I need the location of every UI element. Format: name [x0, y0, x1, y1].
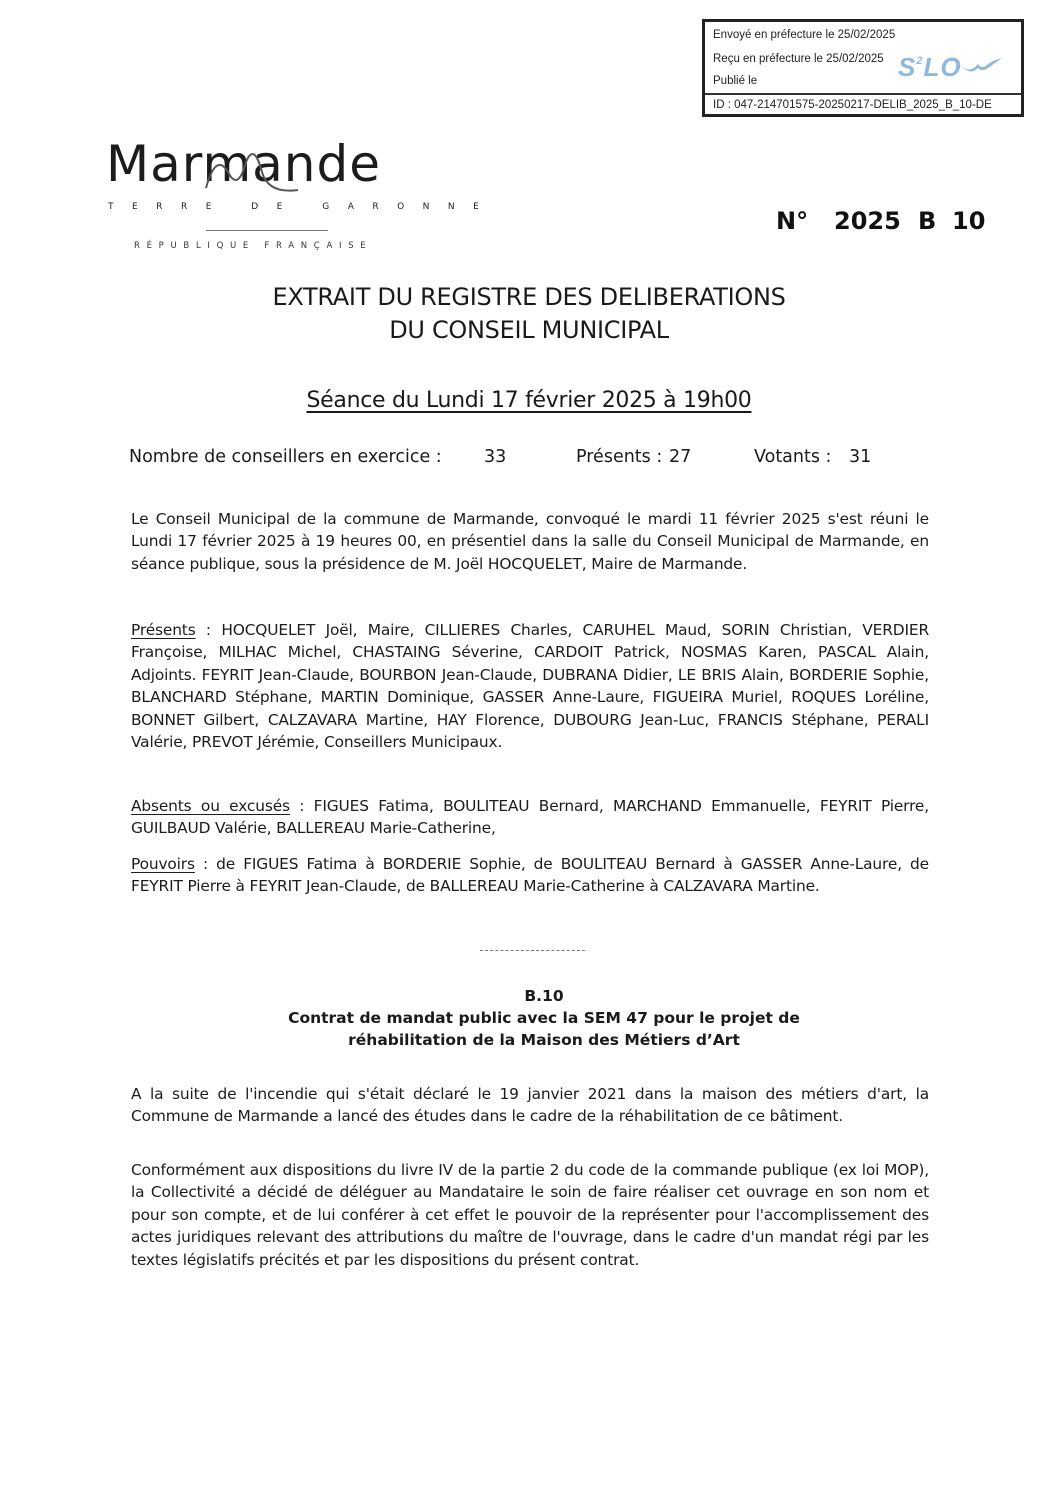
- deliberation-code: B.10: [524, 987, 564, 1005]
- number-year: 2025: [834, 207, 901, 235]
- marmande-logo: [106, 135, 498, 251]
- proxies-paragraph: [131, 853, 929, 898]
- proxies-list: : de FIGUES Fatima à BORDERIE Sophie, de BOULITEAU Bernard à GASSER Anne-Laure, de FEYRIT Pierre à FEYRIT Jean-Claude, de BALLEREAU Marie-Catherine à CALZAVARA Martine.: [131, 855, 929, 896]
- session-heading: [0, 388, 1058, 413]
- stamp-divider: [705, 93, 1021, 95]
- stamp-act-id: ID : 047-214701575-20250217-DELIB_2025_B_10-DE: [713, 99, 992, 111]
- s2lo-logo-icon: [898, 52, 962, 83]
- present-count-value: 27: [669, 447, 692, 467]
- present-count-label: Présents :: [576, 447, 663, 467]
- deliberation-number: [776, 207, 985, 235]
- absent-members-label: Absents ou excusés: [131, 797, 290, 815]
- logo-tagline: TERRE DE GARONNE: [108, 202, 498, 212]
- voters-label: Votants :: [754, 447, 832, 467]
- document-title-line1: EXTRAIT DU REGISTRE DES DELIBERATIONS: [272, 283, 786, 311]
- deliberation-title-line1: Contrat de mandat public avec la SEM 47 pour le projet de: [288, 1009, 800, 1027]
- absent-members-list: : FIGUES Fatima, BOULITEAU Bernard, MARCHAND Emmanuelle, FEYRIT Pierre, GUILBAUD Valérie, BALLEREAU Marie-Catherine,: [131, 797, 929, 838]
- stamp-sent-date: Envoyé en préfecture le 25/02/2025: [713, 29, 896, 41]
- river-swoosh-icon: [202, 142, 302, 198]
- deliberation-paragraph-1: A la suite de l'incendie qui s'était déclaré le 19 janvier 2021 dans la maison des métiers d'art, la Commune de Marmande a lancé des études dans le cadre de la réhabilitation de ce bâtiment.: [131, 1085, 929, 1126]
- s2lo-logo-tail: LO: [923, 52, 962, 82]
- in-office-value: 33: [484, 447, 507, 467]
- logo-wordmark: Marmande: [106, 135, 381, 193]
- number-index: 10: [952, 207, 986, 235]
- s2lo-logo-s: S: [898, 52, 917, 82]
- deliberation-title-line2: réhabilitation de la Maison des Métiers d’Art: [348, 1031, 740, 1049]
- present-members-paragraph: [131, 619, 929, 753]
- present-members-list: : HOCQUELET Joël, Maire, CILLIERES Charles, CARUHEL Maud, SORIN Christian, VERDIER Françoise, MILHAC Michel, CHASTAING Séverine, CARDOIT Patrick, NOSMAS Karen, PASCAL Alain, Adjoints. FEYRIT Jean-Claude, BOURBON Jean-Claude, DUBRANA Didier, LE BRIS Alain, BORDERIE Sophie, BLANCHARD Stéphane, MARTIN Dominique, GASSER Anne-Laure, FIGUEIRA Muriel, ROQUES Loréline, BONNET Gilbert, CALZAVARA Martine, HAY Florence, DUBOURG Jean-Luc, FRANCIS Stéphane, PERALI Valérie, PREVOT Jérémie, Conseillers Municipaux.: [131, 621, 929, 752]
- checkmark-swoosh-icon: [960, 56, 1004, 76]
- deliberation-paragraph-2: Conformément aux dispositions du livre IV de la partie 2 du code de la commande publique (ex loi MOP), la Collectivité a décidé de déléguer au Mandataire le soin de faire réaliser cet ouvrage en son nom et pour son compte, et de lui conférer à cet effet le pouvoir de la représenter pour l'accomplissement des actes juridiques relevant des attributions du maître de l'ouvrage, dans le cadre d'un mandat régi par les textes législatifs précités et par les dispositions du présent contrat.: [131, 1161, 929, 1269]
- in-office-label: Nombre de conseillers en exercice :: [129, 447, 442, 467]
- document-title-line2: DU CONSEIL MUNICIPAL: [389, 316, 669, 344]
- proxies-label: Pouvoirs: [131, 855, 195, 873]
- present-members-label: Présents: [131, 621, 196, 639]
- republic-label: RÉPUBLIQUE FRANÇAISE: [134, 241, 373, 251]
- session-date: Séance du Lundi 17 février 2025 à 19h00: [306, 388, 752, 413]
- number-prefix: N°: [776, 207, 809, 235]
- stamp-received-date: Reçu en préfecture le 25/02/2025: [713, 53, 884, 65]
- prefecture-stamp: [702, 19, 1024, 117]
- voters-value: 31: [849, 447, 872, 467]
- logo-rule: [206, 230, 328, 231]
- absent-members-paragraph: [131, 795, 929, 840]
- stamp-published: Publié le: [713, 75, 758, 87]
- section-divider: [480, 950, 585, 951]
- s2lo-logo-sup: 2: [916, 55, 924, 67]
- intro-paragraph: Le Conseil Municipal de la commune de Marmande, convoqué le mardi 11 février 2025 s'est réuni le Lundi 17 février 2025 à 19 heures 00, en présentiel dans la salle du Conseil Municipal de Marmande, en séance publique, sous la présidence de M. Joël HOCQUELET, Maire de Marmande.: [131, 510, 929, 573]
- number-series: B: [918, 207, 937, 235]
